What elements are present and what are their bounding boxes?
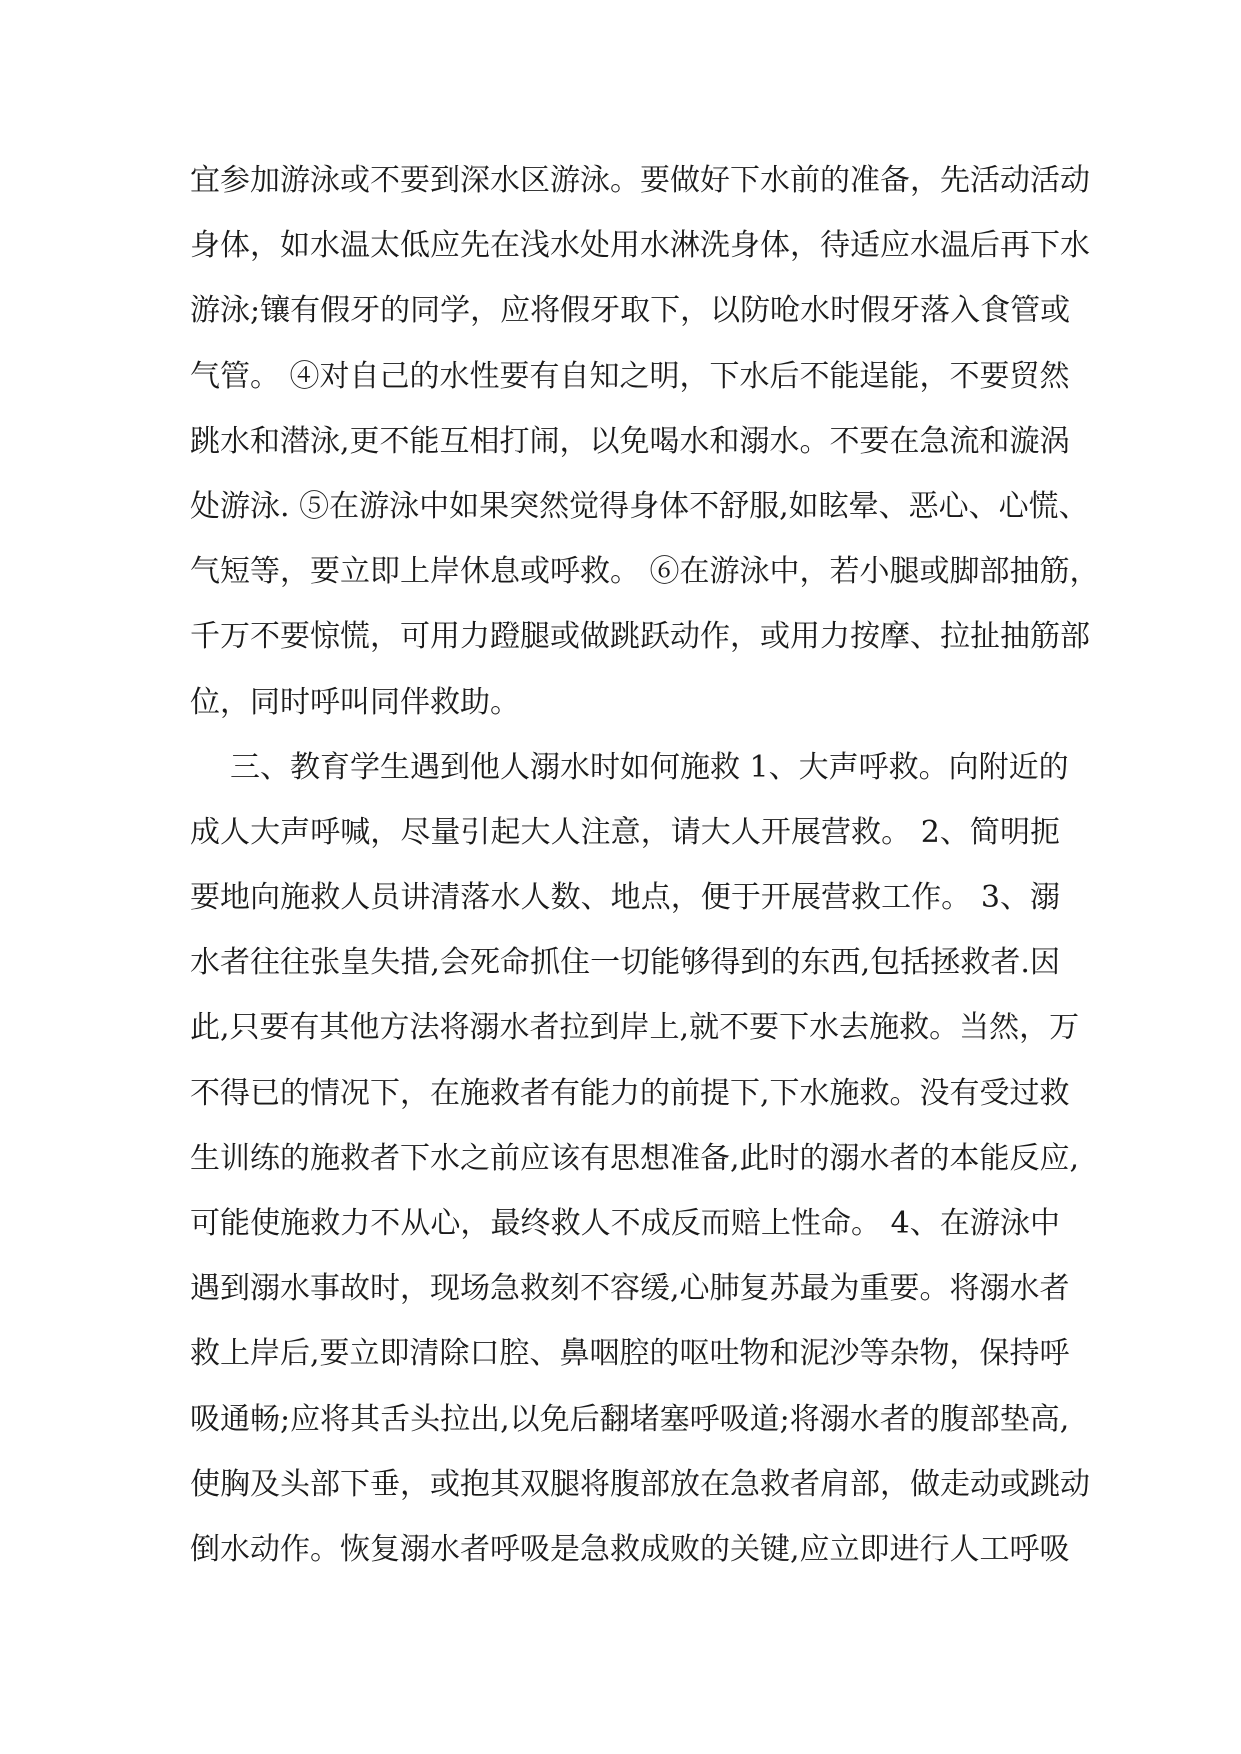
text-line: 生训练的施救者下水之前应该有思想准备,此时的溺水者的本能反应, [190,1140,1080,1176]
text-line: 跳水和潜泳,更不能互相打闹，以免喝水和溺水。不要在急流和漩涡 [190,423,1070,459]
text-line: 处游泳. ⑤在游泳中如果突然觉得身体不舒服,如眩晕、恶心、心慌、 [190,488,1089,524]
text-line: 气短等，要立即上岸休息或呼救。 ⑥在游泳中，若小腿或脚部抽筋， [190,554,1100,590]
section-heading-line: 三、教育学生遇到他人溺水时如何施救 1、大声呼救。向附近的 [230,749,1069,785]
text-line: 宜参加游泳或不要到深水区游泳。要做好下水前的准备，先活动活动 [190,163,1090,198]
text-line: 吸通畅;应将其舌头拉出,以免后翻堵塞呼吸道;将溺水者的腹部垫高, [190,1401,1070,1437]
text-line: 倒水动作。恢复溺水者呼吸是急救成败的关键,应立即进行人工呼吸 [190,1531,1070,1567]
text-line: 成人大声呼喊，尽量引起大人注意，请大人开展营救。 2、简明扼 [190,814,1060,850]
text-line: 遇到溺水事故时，现场急救刻不容缓,心肺复苏最为重要。将溺水者 [190,1271,1070,1307]
text-line: 身体，如水温太低应先在浅水处用水淋洗身体，待适应水温后再下水 [190,228,1090,264]
text-line: 气管。 ④对自己的水性要有自知之明，下水后不能逞能，不要贸然 [190,358,1070,394]
text-line: 千万不要惊慌，可用力蹬腿或做跳跃动作，或用力按摩、拉扯抽筋部 [190,619,1090,655]
text-line: 救上岸后,要立即清除口腔、鼻咽腔的呕吐物和泥沙等杂物，保持呼 [190,1336,1070,1372]
text-line: 使胸及头部下垂，或抱其双腿将腹部放在急救者肩部，做走动或跳动 [190,1466,1090,1502]
text-line: 水者往往张皇失措,会死命抓住一切能够得到的东西,包括拯救者.因 [190,945,1060,981]
body-text [190,148,1100,1582]
text-line: 不得已的情况下，在施救者有能力的前提下,下水施救。没有受过救 [190,1075,1070,1111]
text-line: 要地向施救人员讲清落水人数、地点，便于开展营救工作。 3、溺 [190,880,1060,916]
text-line: 可能使施救力不从心，最终救人不成反而赔上性命。 4、在游泳中 [190,1206,1060,1241]
text-line: 此,只要有其他方法将溺水者拉到岸上,就不要下水去施救。当然，万 [190,1010,1080,1046]
text-line: 位，同时呼叫同伴救助。 [190,684,520,720]
text-line: 游泳;镶有假牙的同学，应将假牙取下，以防呛水时假牙落入食管或 [190,293,1071,329]
